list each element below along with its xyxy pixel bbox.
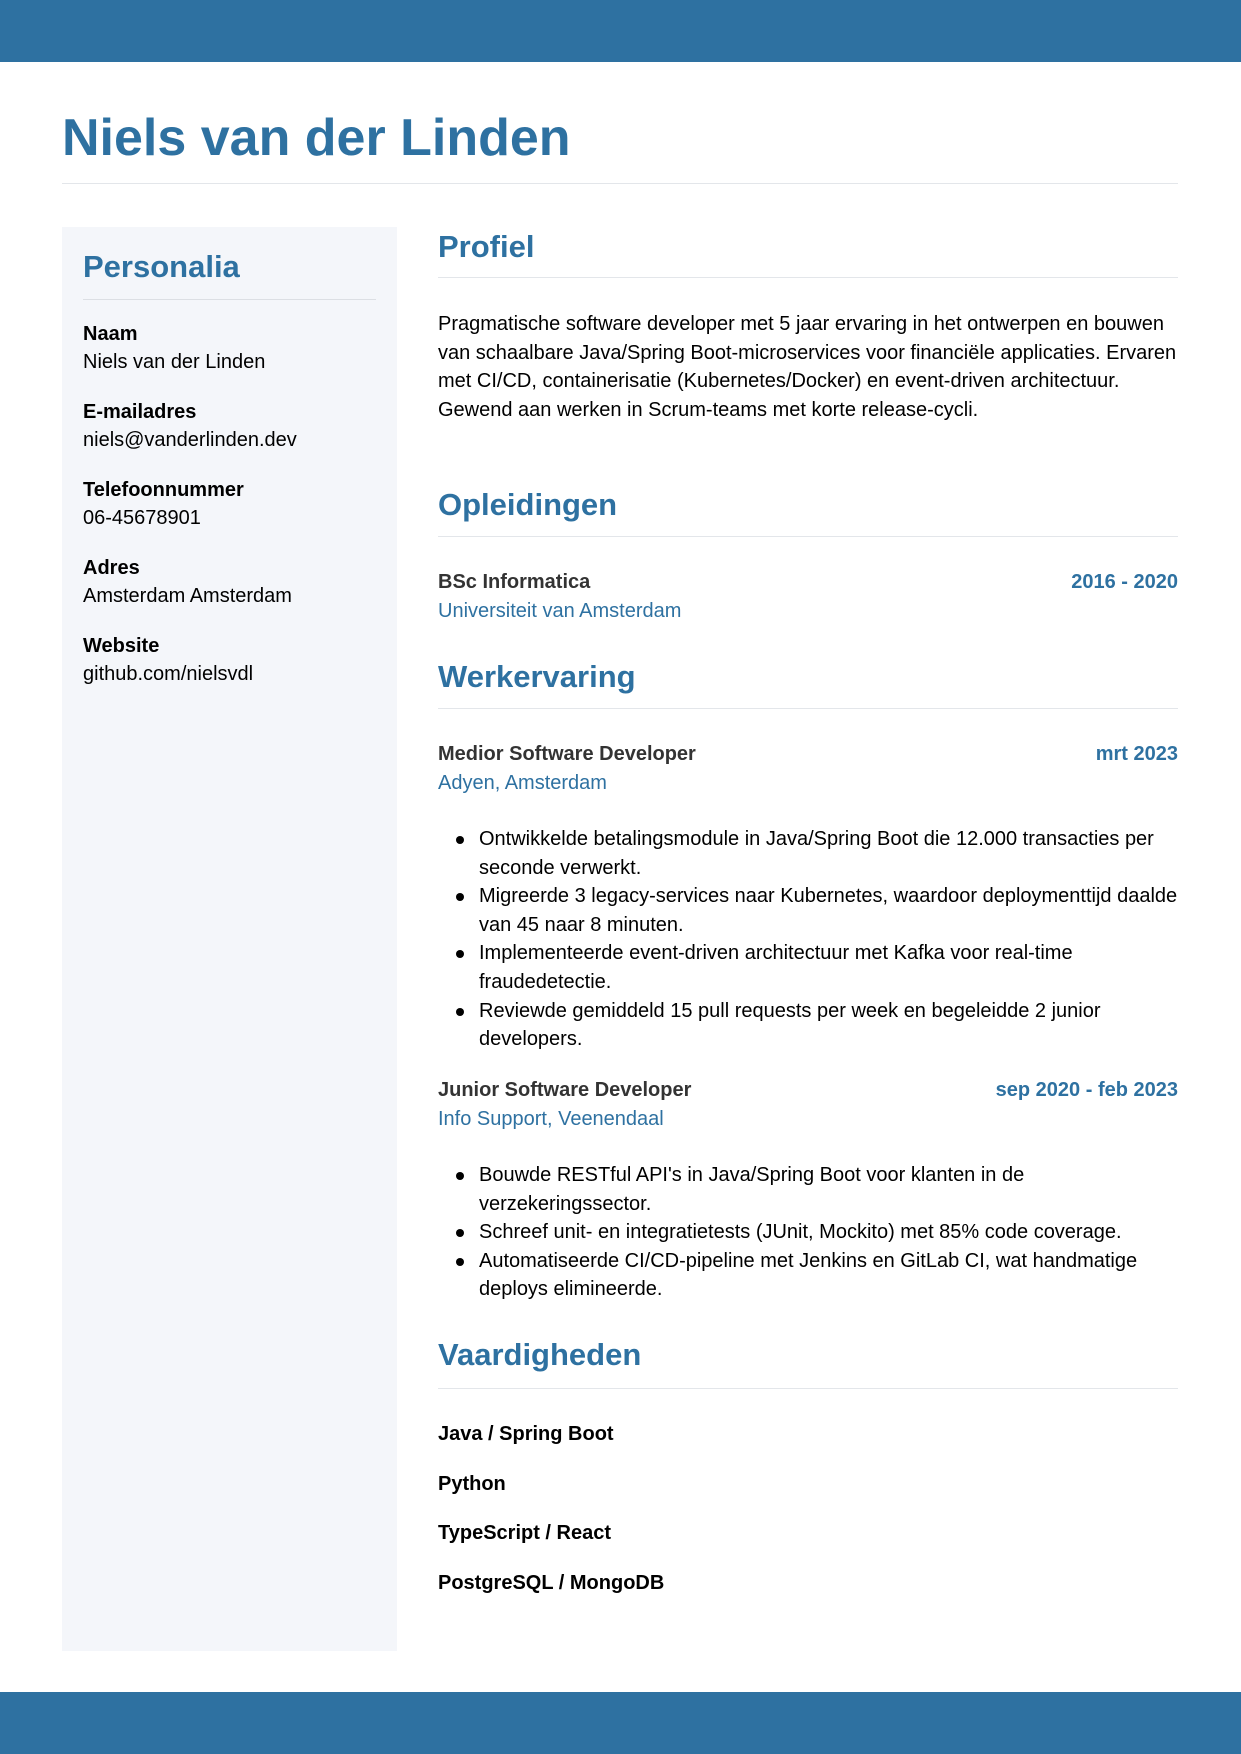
section-divider <box>438 1388 1178 1389</box>
bullet-icon <box>456 1172 464 1180</box>
info-email <box>83 398 383 454</box>
skill-item: Python <box>438 1473 506 1495</box>
list-item <box>438 882 1178 939</box>
bullet-text: Ontwikkelde betalingsmodule in Java/Spring Boot die 12.000 transacties per seconde verwerkt. <box>479 828 1154 879</box>
list-item <box>438 1161 1178 1218</box>
section-title-profile: Profiel <box>438 229 535 264</box>
entry-date: sep 2020 - feb 2023 <box>995 1079 1178 1101</box>
section-divider <box>438 277 1178 278</box>
entry-date: 2016 - 2020 <box>1071 571 1178 593</box>
list-item <box>438 825 1178 882</box>
info-value: niels@vanderlinden.dev <box>83 429 297 451</box>
profile-text: Pragmatische software developer met 5 jaar ervaring in het ontwerpen en bouwen van schaalbare Java/Spring Boot-microservices voor financiële applicaties. Ervaren met CI/CD, containerisatie (Kubernetes/Docker) en event-driven architectuur. Gewend aan werken in Scrum-teams met korte release-cycli. <box>438 313 1177 421</box>
bullet-icon <box>456 950 464 958</box>
list-item <box>438 997 1178 1054</box>
entry-subtitle: Adyen, Amsterdam <box>438 772 607 794</box>
skill-item: TypeScript / React <box>438 1522 612 1544</box>
info-value: github.com/nielsvdl <box>83 663 254 685</box>
sidebar-title: Personalia <box>83 249 240 284</box>
bullet-icon <box>456 836 464 844</box>
section-divider <box>438 708 1178 709</box>
sidebar-divider <box>83 299 376 300</box>
entry-title: Junior Software Developer <box>438 1079 692 1101</box>
page-title: Niels van der Linden <box>62 109 571 167</box>
section-divider <box>438 536 1178 537</box>
bullet-icon <box>456 1229 464 1237</box>
sidebar-personal-info <box>62 227 397 1651</box>
info-phone <box>83 476 383 532</box>
education-entry <box>438 568 1178 626</box>
info-website <box>83 632 383 688</box>
list-item <box>438 939 1178 996</box>
experience-entry <box>438 1076 1178 1134</box>
info-value: 06-45678901 <box>83 507 201 529</box>
entry-title: Medior Software Developer <box>438 743 696 765</box>
entry-subtitle: Info Support, Veenendaal <box>438 1108 664 1130</box>
bullet-text: Schreef unit- en integratietests (JUnit, Mockito) met 85% code coverage. <box>479 1221 1122 1244</box>
info-label: Website <box>83 635 160 657</box>
info-label: Telefoonnummer <box>83 479 244 501</box>
bullet-text: Reviewde gemiddeld 15 pull requests per week en begeleidde 2 junior developers. <box>479 999 1101 1051</box>
info-label: Naam <box>83 323 138 345</box>
experience-bullets <box>438 825 1178 1054</box>
section-title-skills: Vaardigheden <box>438 1337 642 1372</box>
bullet-text: Bouwde RESTful API's in Java/Spring Boot voor klanten in de verzekeringssector. <box>479 1164 1025 1215</box>
header-divider <box>62 183 1178 184</box>
info-label: E-mailadres <box>83 401 197 423</box>
section-title-experience: Werkervaring <box>438 659 636 694</box>
bullet-text: Automatiseerde CI/CD-pipeline met Jenkins en GitLab CI, wat handmatige deploys elimineerde. <box>479 1249 1138 1301</box>
entry-date: mrt 2023 <box>1095 743 1178 765</box>
entry-title: BSc Informatica <box>438 571 591 593</box>
top-accent-bar <box>0 0 1241 62</box>
info-name <box>83 320 383 376</box>
list-item <box>438 1247 1178 1304</box>
bullet-icon <box>456 893 464 901</box>
info-value: Niels van der Linden <box>83 351 266 373</box>
list-item <box>438 1218 1178 1247</box>
skill-item: Java / Spring Boot <box>438 1423 614 1445</box>
experience-bullets <box>438 1161 1178 1304</box>
info-value: Amsterdam Amsterdam <box>83 585 292 607</box>
bullet-icon <box>456 1008 464 1016</box>
bullet-text: Implementeerde event-driven architectuur met Kafka voor real-time fraudedetectie. <box>479 942 1073 993</box>
bottom-accent-bar <box>0 1692 1241 1754</box>
info-address <box>83 554 383 610</box>
experience-entry <box>438 740 1178 798</box>
entry-subtitle: Universiteit van Amsterdam <box>438 600 682 622</box>
skill-item: PostgreSQL / MongoDB <box>438 1572 665 1594</box>
bullet-icon <box>456 1258 464 1266</box>
info-label: Adres <box>83 557 140 579</box>
bullet-text: Migreerde 3 legacy-services naar Kubernetes, waardoor deploymenttijd daalde van 45 naar 8 minuten. <box>479 885 1178 936</box>
section-title-education: Opleidingen <box>438 487 618 522</box>
